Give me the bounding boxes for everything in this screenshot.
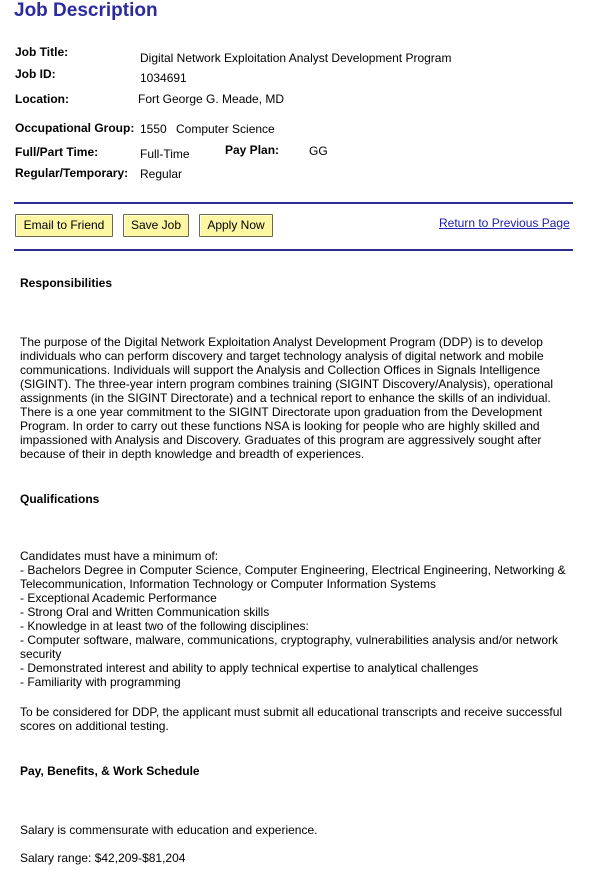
regular-temporary-value: Regular <box>140 167 183 181</box>
qualifications-list <box>20 549 580 689</box>
top-divider <box>14 202 573 204</box>
salary-note: Salary is commensurate with education and experience. <box>20 823 318 837</box>
list-item: - Knowledge in at least two of the following disciplines: <box>20 619 309 633</box>
bottom-divider <box>14 249 573 251</box>
full-part-time-value: Full-Time <box>140 147 190 161</box>
page-title: Job Description <box>14 0 158 21</box>
location-value: Fort George G. Meade, MD <box>138 92 285 106</box>
list-item: - Strong Oral and Written Communication skills <box>20 605 270 619</box>
responsibilities-heading: Responsibilities <box>20 276 113 290</box>
salary-range: Salary range: $42,209-$81,204 <box>20 851 186 865</box>
list-item: - Exceptional Academic Performance <box>20 591 217 605</box>
job-title-label: Job Title: <box>15 45 69 59</box>
return-to-previous-page-link[interactable]: Return to Previous Page <box>439 216 570 230</box>
pay-heading: Pay, Benefits, & Work Schedule <box>20 764 200 778</box>
pay-plan-value: GG <box>309 144 328 158</box>
occupational-group-label: Occupational Group: <box>15 121 135 135</box>
job-id-label: Job ID: <box>15 67 56 81</box>
job-title-value: Digital Network Exploitation Analyst Development Program <box>140 51 452 65</box>
list-item: - Demonstrated interest and ability to apply technical expertise to analytical challenges <box>20 661 479 675</box>
list-item: - Bachelors Degree in Computer Science, Computer Engineering, Electrical Engineering, Networking & Telecommunication, Information Technology or Computer Information Systems <box>20 563 566 591</box>
job-id-value: 1034691 <box>140 71 187 85</box>
full-part-time-label: Full/Part Time: <box>15 145 99 159</box>
occupational-group-code: 1550 <box>140 122 167 136</box>
location-label: Location: <box>15 92 69 106</box>
save-job-button[interactable]: Save Job <box>123 214 189 237</box>
qualifications-heading: Qualifications <box>20 492 100 506</box>
responsibilities-text: The purpose of the Digital Network Exploitation Analyst Development Program (DDP) is to develop individuals who can perform discovery and target technology analysis of digital network and mobile communications. Individuals will support the Analysis and Collection Offices in Signals Intelligence (SIGINT). The three-year intern program combines training (SIGINT Discovery/Analysis), operational assignments (in the SIGINT Directorate) and a technical report to enhance the skills of an individual. There is a one year commitment to the SIGINT Directorate upon graduation from the Development Program. In order to carry out these functions NSA is looking for people who are highly skilled and impassioned with Analysis and Discovery. Graduates of this program are aggressively sought after because of their in depth knowledge and breadth of experiences. <box>20 335 554 461</box>
list-item: - Familiarity with programming <box>20 675 181 689</box>
qualifications-note: To be considered for DDP, the applicant must submit all educational transcripts and receive successful scores on additional testing. <box>20 705 563 733</box>
email-to-friend-button[interactable]: Email to Friend <box>15 214 113 237</box>
pay-plan-label: Pay Plan: <box>225 143 280 157</box>
occupational-group-value: Computer Science <box>176 122 275 136</box>
apply-now-button[interactable]: Apply Now <box>199 214 273 237</box>
regular-temporary-label: Regular/Temporary: <box>15 166 129 180</box>
list-item: - Computer software, malware, communications, cryptography, vulnerabilities analysis and/or network security <box>20 633 559 661</box>
qualifications-intro: Candidates must have a minimum of: <box>20 549 219 563</box>
